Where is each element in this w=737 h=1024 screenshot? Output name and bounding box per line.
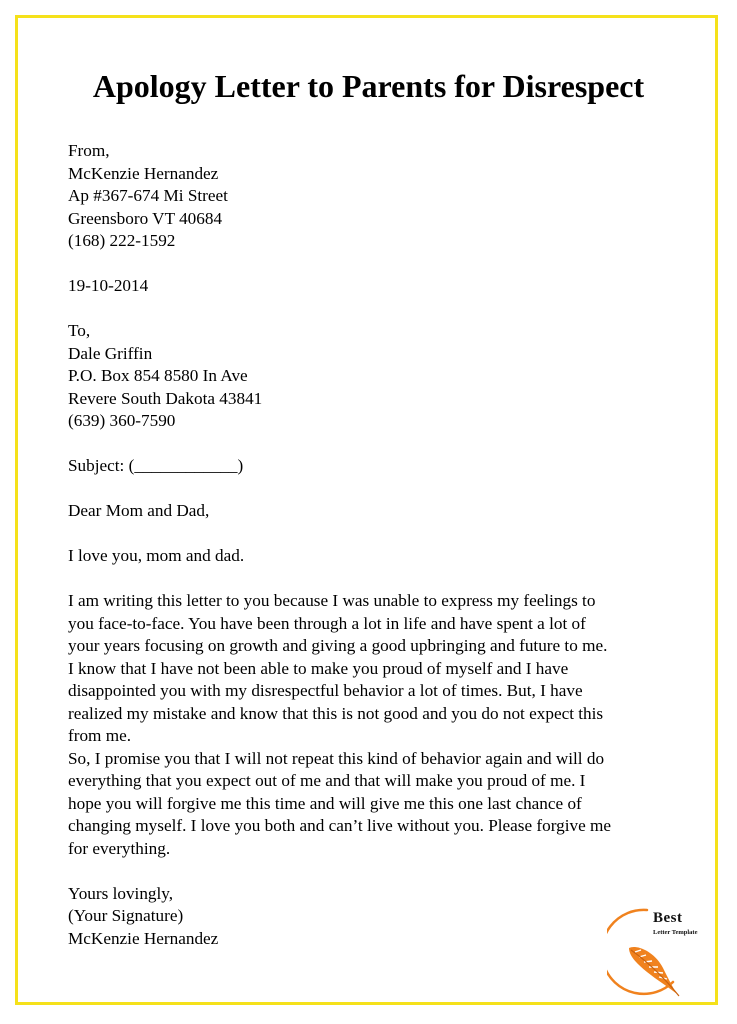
recipient-name: Dale Griffin	[68, 343, 153, 363]
subject-line: Subject: (____________)	[68, 456, 244, 475]
sender-phone: (168) 222-1592	[68, 231, 176, 250]
paragraph-line: disappointed you with my disrespectful behavior a lot of times. But, I have	[68, 681, 583, 700]
letter-date: 19-10-2014	[68, 276, 149, 295]
logo-subtitle: Letter Template	[653, 929, 698, 936]
closing-name: McKenzie Hernandez	[68, 928, 219, 948]
paragraph-line: hope you will forgive me this time and will give me this one last chance of	[68, 793, 582, 813]
sender-label: From,	[68, 141, 110, 160]
paragraph-line: you face-to-face. You have been through a lot in life and have spent a lot of	[68, 613, 586, 633]
recipient-address-line-2: Revere South Dakota 43841	[68, 388, 263, 408]
opening-line: I love you, mom and dad.	[68, 546, 245, 565]
closing-block	[68, 883, 678, 951]
paragraph-line: So, I promise you that I will not repeat this kind of behavior again and will do	[68, 748, 605, 768]
document-title: Apology Letter to Parents for Disrespect	[92, 68, 645, 104]
paragraph-line: I am writing this letter to you because I was unable to express my feelings to	[68, 591, 596, 610]
paragraph-line: everything that you expect out of me and that will make you proud of me. I	[68, 771, 586, 790]
recipient-address-line-1: P.O. Box 854 8580 In Ave	[68, 366, 248, 385]
recipient-label: To,	[68, 321, 91, 340]
paragraph-line: realized my mistake and know that this is not good and you do not expect this	[68, 703, 604, 723]
recipient-phone: (639) 360-7590	[68, 411, 176, 430]
logo-wordmark: Best	[653, 910, 683, 926]
signature-placeholder: (Your Signature)	[68, 906, 184, 925]
body-paragraph-2	[68, 748, 678, 861]
sender-block	[68, 140, 678, 253]
sender-address-line-1: Ap #367-674 Mi Street	[68, 186, 228, 205]
sender-name: McKenzie Hernandez	[68, 163, 219, 183]
sender-address-line-2: Greensboro VT 40684	[68, 208, 223, 228]
paragraph-line: for everything.	[68, 838, 171, 858]
salutation: Dear Mom and Dad,	[68, 501, 210, 520]
paragraph-line: from me.	[68, 726, 132, 745]
valediction: Yours lovingly,	[68, 883, 174, 903]
paragraph-line: changing myself. I love you both and can’t live without you. Please forgive me	[68, 816, 612, 835]
paragraph-line: your years focusing on growth and giving a good upbringing and future to me.	[68, 636, 608, 655]
paragraph-line: I know that I have not been able to make you proud of myself and I have	[68, 658, 569, 678]
best-letter-template-logo	[607, 904, 717, 1000]
body-paragraph-1	[68, 590, 678, 748]
letter-body	[68, 140, 678, 950]
recipient-block	[68, 320, 678, 433]
